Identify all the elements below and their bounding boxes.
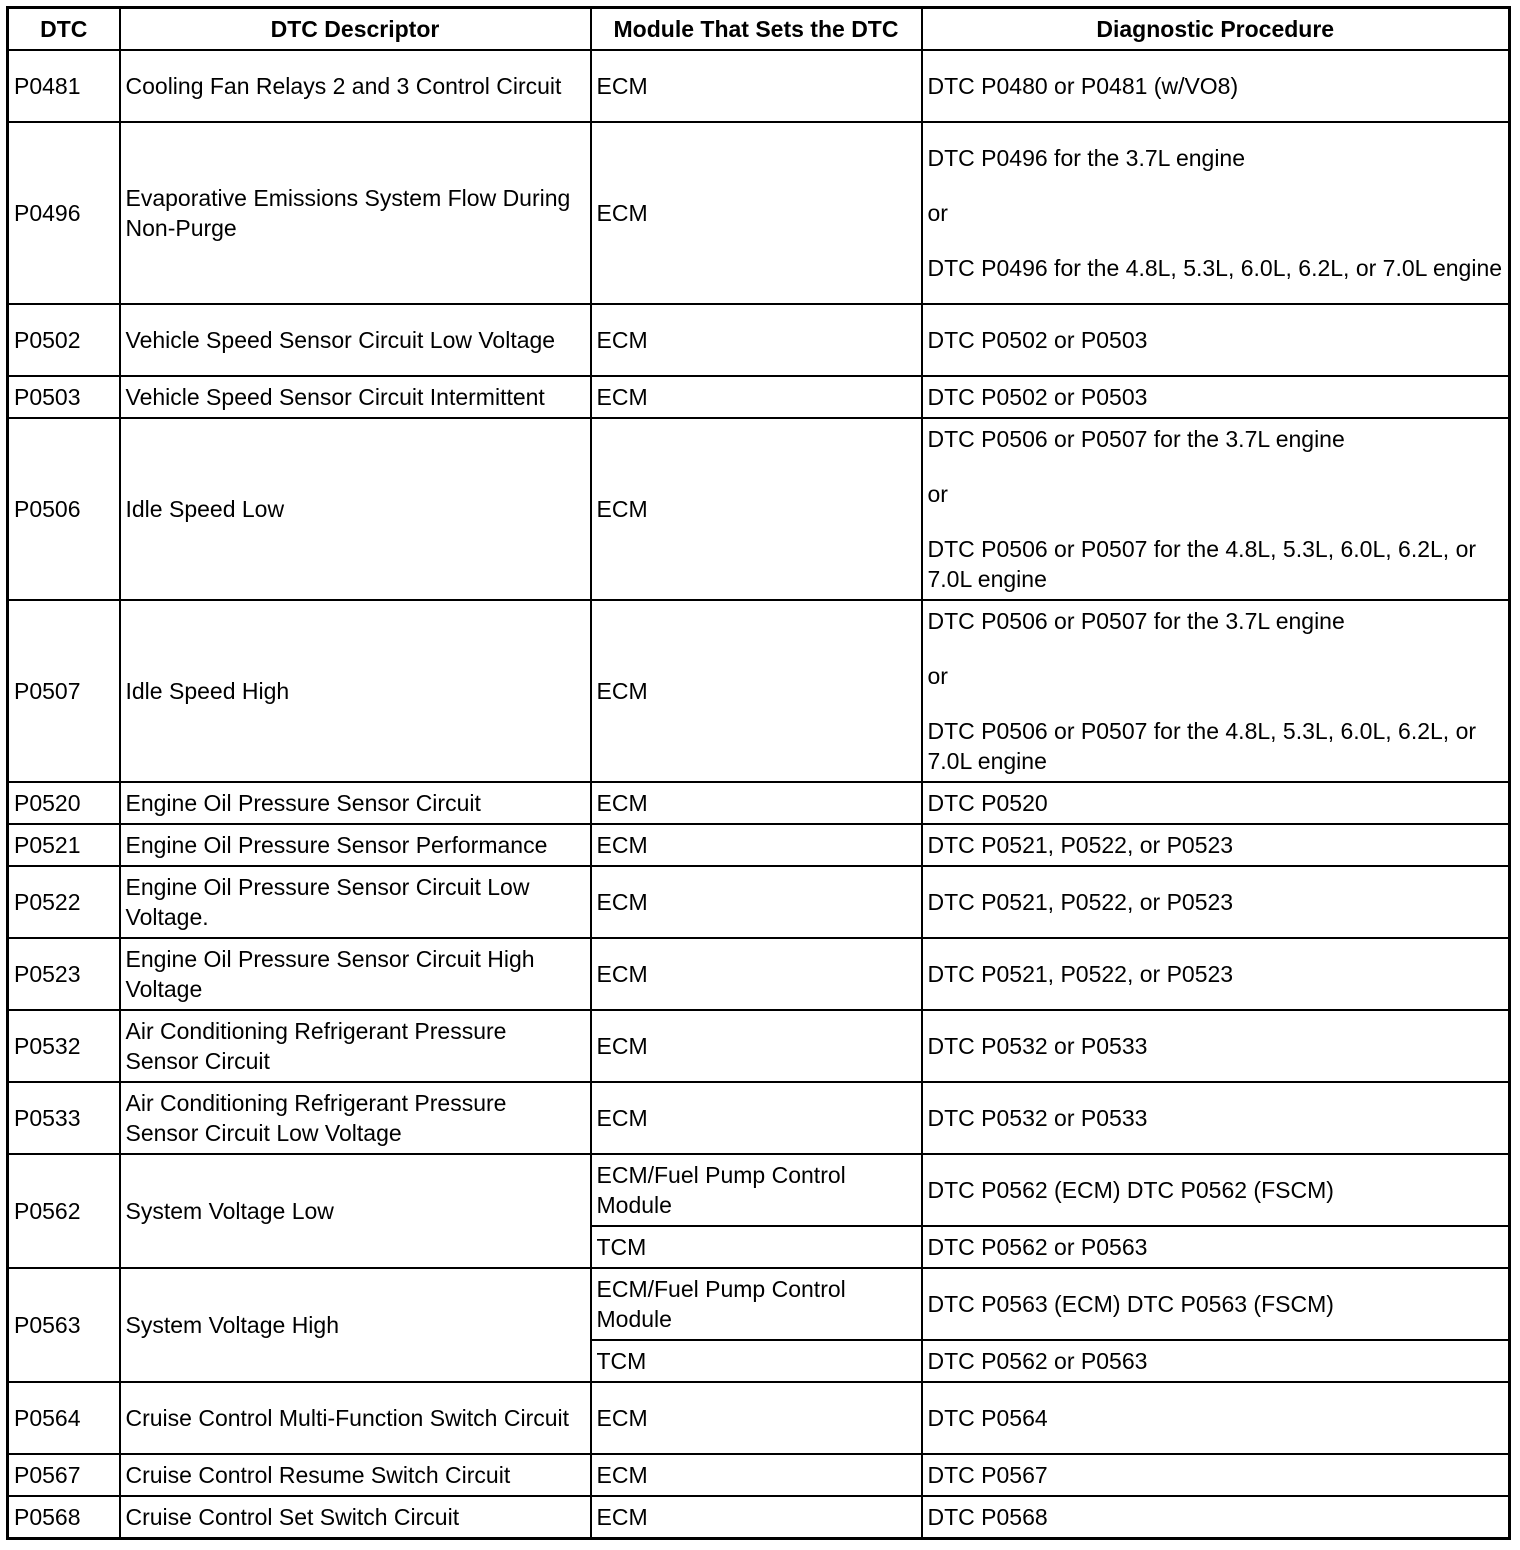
table-row [8, 1454, 1510, 1496]
diagnostic-procedure-cell: DTC P0521, P0522, or P0523 [922, 824, 1510, 866]
dtc-code-cell: P0532 [8, 1010, 120, 1082]
table-row [8, 50, 1510, 122]
diagnostic-procedure-cell: DTC P0564 [922, 1382, 1510, 1454]
procedure-line: DTC P0506 or P0507 for the 4.8L, 5.3L, 6.0L, 6.2L, or 7.0L engine [927, 536, 1477, 592]
dtc-code-cell: P0563 [8, 1268, 120, 1382]
dtc-code-cell: P0521 [8, 824, 120, 866]
dtc-descriptor-cell: Engine Oil Pressure Sensor Circuit Low Voltage. [120, 866, 591, 938]
diagnostic-procedure-cell: DTC P0532 or P0533 [922, 1010, 1510, 1082]
dtc-descriptor-cell: Air Conditioning Refrigerant Pressure Sensor Circuit [120, 1010, 591, 1082]
module-cell: ECM [591, 782, 922, 824]
table-row [8, 866, 1510, 938]
table-row [8, 938, 1510, 1010]
module-cell: ECM [591, 600, 922, 782]
header-dtc-descriptor: DTC Descriptor [120, 8, 591, 51]
dtc-code-cell: P0533 [8, 1082, 120, 1154]
module-cell: ECM [591, 376, 922, 418]
table-header-row [8, 8, 1510, 51]
dtc-descriptor-cell: Cruise Control Resume Switch Circuit [120, 1454, 591, 1496]
dtc-code-cell: P0562 [8, 1154, 120, 1268]
diagnostic-procedure-cell: DTC P0562 (ECM) DTC P0562 (FSCM) [922, 1154, 1510, 1226]
procedure-line: DTC P0496 for the 4.8L, 5.3L, 6.0L, 6.2L, or 7.0L engine [927, 255, 1503, 281]
diagnostic-procedure-cell: DTC P0532 or P0533 [922, 1082, 1510, 1154]
dtc-code-cell: P0496 [8, 122, 120, 304]
dtc-table [6, 6, 1511, 1540]
dtc-code-cell: P0523 [8, 938, 120, 1010]
diagnostic-procedure-cell: DTC P0568 [922, 1496, 1510, 1538]
module-cell: ECM [591, 304, 922, 376]
procedure-line: DTC P0506 or P0507 for the 3.7L engine [927, 608, 1345, 634]
table-row [8, 1154, 1510, 1226]
procedure-lines [928, 424, 1504, 594]
dtc-descriptor-cell: System Voltage High [120, 1268, 591, 1382]
dtc-descriptor-cell: Air Conditioning Refrigerant Pressure Sensor Circuit Low Voltage [120, 1082, 591, 1154]
diagnostic-procedure-cell [922, 600, 1510, 782]
header-module: Module That Sets the DTC [591, 8, 922, 51]
procedure-line: or [927, 481, 948, 507]
module-cell: TCM [591, 1340, 922, 1382]
module-cell: ECM [591, 418, 922, 600]
table-row [8, 304, 1510, 376]
module-cell: ECM [591, 824, 922, 866]
diagnostic-procedure-cell [922, 122, 1510, 304]
dtc-descriptor-cell: Cooling Fan Relays 2 and 3 Control Circuit [120, 50, 591, 122]
module-cell: ECM [591, 122, 922, 304]
procedure-line: or [927, 663, 948, 689]
module-cell: ECM [591, 50, 922, 122]
dtc-descriptor-cell: Evaporative Emissions System Flow During Non-Purge [120, 122, 591, 304]
dtc-code-cell: P0503 [8, 376, 120, 418]
dtc-code-cell: P0564 [8, 1382, 120, 1454]
table-row [8, 600, 1510, 782]
dtc-descriptor-cell: Vehicle Speed Sensor Circuit Low Voltage [120, 304, 591, 376]
procedure-lines [928, 143, 1504, 283]
module-cell: ECM [591, 1082, 922, 1154]
module-cell: TCM [591, 1226, 922, 1268]
dtc-code-cell: P0481 [8, 50, 120, 122]
dtc-descriptor-cell: Vehicle Speed Sensor Circuit Intermittent [120, 376, 591, 418]
diagnostic-procedure-cell: DTC P0480 or P0481 (w/VO8) [922, 50, 1510, 122]
dtc-descriptor-cell: System Voltage Low [120, 1154, 591, 1268]
dtc-code-cell: P0506 [8, 418, 120, 600]
diagnostic-procedure-cell: DTC P0521, P0522, or P0523 [922, 938, 1510, 1010]
module-cell: ECM [591, 1454, 922, 1496]
table-row [8, 418, 1510, 600]
dtc-code-cell: P0502 [8, 304, 120, 376]
table-row [8, 1382, 1510, 1454]
module-cell: ECM [591, 1496, 922, 1538]
diagnostic-procedure-cell: DTC P0563 (ECM) DTC P0563 (FSCM) [922, 1268, 1510, 1340]
header-diagnostic-procedure: Diagnostic Procedure [922, 8, 1510, 51]
module-cell: ECM [591, 1382, 922, 1454]
diagnostic-procedure-cell: DTC P0502 or P0503 [922, 376, 1510, 418]
table-row [8, 1496, 1510, 1538]
dtc-descriptor-cell: Idle Speed Low [120, 418, 591, 600]
procedure-lines [928, 606, 1504, 776]
diagnostic-procedure-cell: DTC P0567 [922, 1454, 1510, 1496]
dtc-code-cell: P0522 [8, 866, 120, 938]
module-cell: ECM [591, 938, 922, 1010]
table-row [8, 824, 1510, 866]
dtc-descriptor-cell: Cruise Control Set Switch Circuit [120, 1496, 591, 1538]
diagnostic-procedure-cell: DTC P0562 or P0563 [922, 1340, 1510, 1382]
dtc-descriptor-cell: Engine Oil Pressure Sensor Circuit High Voltage [120, 938, 591, 1010]
diagnostic-procedure-cell: DTC P0502 or P0503 [922, 304, 1510, 376]
module-cell: ECM/Fuel Pump Control Module [591, 1154, 922, 1226]
table-body [8, 50, 1510, 1538]
dtc-code-cell: P0507 [8, 600, 120, 782]
table-row [8, 122, 1510, 304]
table-row [8, 1268, 1510, 1340]
dtc-code-cell: P0520 [8, 782, 120, 824]
diagnostic-procedure-cell: DTC P0521, P0522, or P0523 [922, 866, 1510, 938]
dtc-descriptor-cell: Idle Speed High [120, 600, 591, 782]
procedure-line: DTC P0496 for the 3.7L engine [927, 145, 1246, 171]
diagnostic-procedure-cell [922, 418, 1510, 600]
procedure-line: DTC P0506 or P0507 for the 3.7L engine [927, 426, 1345, 452]
diagnostic-procedure-cell: DTC P0562 or P0563 [922, 1226, 1510, 1268]
table-row [8, 1082, 1510, 1154]
dtc-code-cell: P0567 [8, 1454, 120, 1496]
table-row [8, 1010, 1510, 1082]
dtc-descriptor-cell: Cruise Control Multi-Function Switch Circuit [120, 1382, 591, 1454]
procedure-line: or [927, 200, 948, 226]
module-cell: ECM [591, 866, 922, 938]
table-row [8, 376, 1510, 418]
table-row [8, 782, 1510, 824]
module-cell: ECM [591, 1010, 922, 1082]
header-dtc: DTC [8, 8, 120, 51]
dtc-code-cell: P0568 [8, 1496, 120, 1538]
dtc-descriptor-cell: Engine Oil Pressure Sensor Circuit [120, 782, 591, 824]
module-cell: ECM/Fuel Pump Control Module [591, 1268, 922, 1340]
dtc-descriptor-cell: Engine Oil Pressure Sensor Performance [120, 824, 591, 866]
procedure-line: DTC P0506 or P0507 for the 4.8L, 5.3L, 6.0L, 6.2L, or 7.0L engine [927, 718, 1477, 774]
diagnostic-procedure-cell: DTC P0520 [922, 782, 1510, 824]
